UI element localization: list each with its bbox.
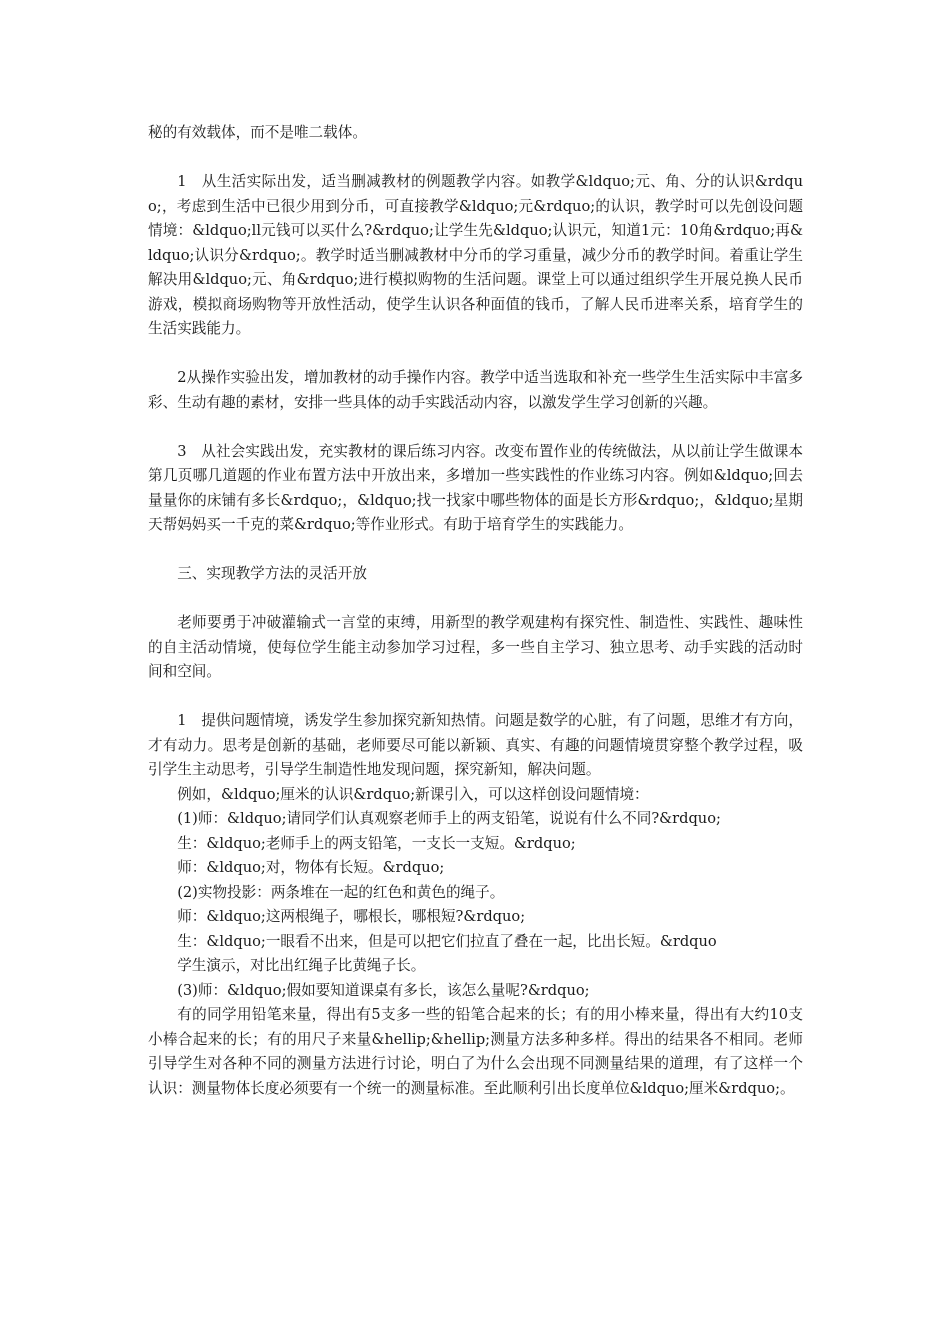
dialogue-line: 师：&ldquo;这两根绳子，哪根长，哪根短?&rdquo; [177,908,526,925]
paragraph-example-intro: 例如，&ldquo;厘米的认识&rdquo;新课引入，可以这样创设问题情境： [177,785,649,803]
paragraph-point-1-life: 1 从生活实际出发，适当删减教材的例题教学内容。如教学&ldquo;元、角、分的认识&rdquo;，考虑到生活中已很少用到分币，可直接教学&ldquo;元&rdquo;的认识，教学时可以先创设问题情境：&ldquo;ll元钱可以买什么?&rdquo;让学生先&ldquo;认识元，知道1元：10角&rdquo;再&ldquo;认识分&rdquo;。教学时适当删减教材中分币的学习重量，减少分币的教学时间。着重让学生解决用&ldquo;元、角&rdquo;进行模拟购物的生活问题。课堂上可以通过组织学生开展兑换人民币游戏，模拟商场购物等开放性活动，使学生认识各种面值的钱币，了解人民币进率关系，培育学生的生活实践能力。 [148,173,803,337]
paragraph-spacer [148,685,803,710]
paragraph-spacer [148,538,803,563]
paragraph-point-1-question: 1 提供问题情境，诱发学生参加探究新知热情。问题是数学的心脏，有了问题，思维才有方向，才有动力。思考是创新的基础，老师要尽可能以新颖、真实、有趣的问题情境贯穿整个教学过程，吸引学生主动思考，引导学生制造性地发现问题，探究新知，解决问题。 [148,712,803,778]
dialogue-line: 生：&ldquo;老师手上的两支铅笔，一支长一支短。&rdquo; [177,834,576,852]
paragraph-point-2-operation: 2从操作实验出发，增加教材的动手操作内容。教学中适当选取和补充一些学生生活实际中丰富多彩、生动有趣的素材，安排一些具体的动手实践活动内容，以激发学生学习创新的兴趣。 [148,369,803,411]
dialogue-line: 学生演示，对比出红绳子比黄绳子长。 [177,957,426,974]
section-heading-3: 三、实现教学方法的灵活开放 [177,565,367,582]
dialogue-line: (2)实物投影：两条堆在一起的红色和黄色的绳子。 [177,883,505,901]
paragraph-measurement: 有的同学用铅笔来量，得出有5支多一些的铅笔合起来的长；有的用小棒来量，得出有大约10支小棒合起来的长；有的用尺子来量&hellip;&hellip;测量方法多种多样。得出的结果各不相同。老师引导学生对各种不同的测量方法进行讨论，明白了为什么会出现不同测量结果的道理，有了这样一个认识：测量物体长度必须要有一个统一的测量标准。至此顺利引出长度单位&ldquo;厘米&rdquo;。 [148,1006,803,1097]
paragraph-point-3-practice: 3 从社会实践出发，充实教材的课后练习内容。改变布置作业的传统做法，从以前让学生做课本第几页哪几道题的作业布置方法中开放出来，多增加一些实践性的作业练习内容。例如&ldquo;回去量量你的床铺有多长&rdquo;，&ldquo;找一找家中哪些物体的面是长方形&rdquo;，&ldquo;星期天帮妈妈买一千克的菜&rdquo;等作业形式。有助于培育学生的实践能力。 [148,442,803,533]
paragraph-spacer [148,415,803,440]
dialogue-line: (1)师：&ldquo;请同学们认真观察老师手上的两支铅笔，说说有什么不同?&rdquo; [177,810,721,827]
dialogue-line: 生：&ldquo;一眼看不出来，但是可以把它们拉直了叠在一起，比出长短。&rdquo [177,932,717,950]
dialogue-line: (3)师：&ldquo;假如要知道课桌有多长，该怎么量呢?&rdquo; [177,981,590,999]
paragraph-spacer [148,587,803,612]
paragraph-teacher: 老师要勇于冲破灌输式一言堂的束缚，用新型的教学观建构有探究性、制造性、实践性、趣味性的自主活动情境，使每位学生能主动参加学习过程，多一些自主学习、独立思考、动手实践的活动时间和空间。 [148,614,803,680]
paragraph-spacer [148,146,803,171]
dialogue-line: 师：&ldquo;对，物体有长短。&rdquo; [177,859,445,876]
paragraph-spacer [148,342,803,367]
paragraph-continuation: 秘的有效载体，而不是唯二载体。 [148,124,367,141]
document-body [148,121,803,1101]
